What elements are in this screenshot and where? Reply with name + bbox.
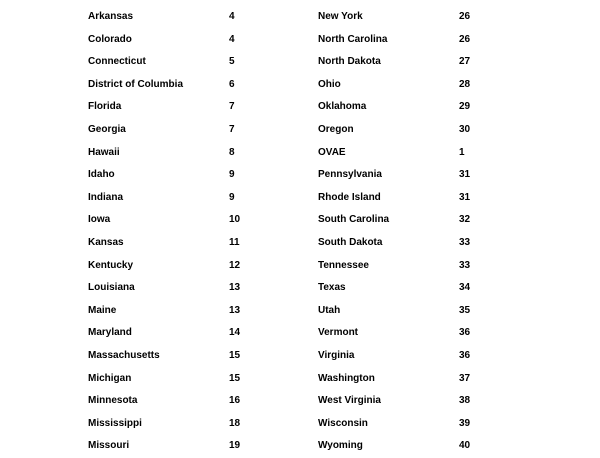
page-number: 16 <box>229 395 241 407</box>
state-name: Pennsylvania <box>318 169 382 181</box>
page-number: 4 <box>229 33 235 45</box>
state-name: Indiana <box>88 191 124 203</box>
page-number: 15 <box>229 372 241 384</box>
page-number: 31 <box>459 169 471 181</box>
page-number: 15 <box>229 349 241 361</box>
page-number: 28 <box>459 78 471 90</box>
page-number: 34 <box>459 282 471 294</box>
state-name: Iowa <box>88 214 111 226</box>
state-name: South Dakota <box>318 236 383 248</box>
page-number: 29 <box>459 101 471 113</box>
page-number: 19 <box>229 440 241 452</box>
state-name: Oklahoma <box>318 101 367 113</box>
state-name: Virginia <box>318 349 355 361</box>
state-name: Wisconsin <box>318 417 368 429</box>
page-number: 32 <box>459 214 471 226</box>
state-name: West Virginia <box>318 395 381 407</box>
state-name: Wyoming <box>318 440 363 452</box>
page-number: 35 <box>459 304 471 316</box>
page-number: 12 <box>229 259 241 271</box>
page-number: 26 <box>459 11 471 22</box>
page-number: 5 <box>229 56 235 68</box>
state-name: Georgia <box>88 123 126 135</box>
state-name: Tennessee <box>318 259 369 271</box>
state-name: Minnesota <box>88 395 138 407</box>
page-number: 14 <box>229 327 241 339</box>
state-name: Ohio <box>318 78 341 90</box>
state-name: Kansas <box>88 236 124 248</box>
page-number: 9 <box>229 191 235 203</box>
state-name: Kentucky <box>88 259 134 271</box>
state-name: Arkansas <box>88 11 134 22</box>
state-name: North Carolina <box>318 33 388 45</box>
page-number: 1 <box>459 146 465 158</box>
state-name: Michigan <box>88 372 132 384</box>
state-name: Connecticut <box>88 56 146 68</box>
state-name: Maryland <box>88 327 132 339</box>
state-name: District of Columbia <box>88 78 184 90</box>
state-name: Idaho <box>88 169 115 181</box>
state-name: Rhode Island <box>318 191 381 203</box>
page-number: 18 <box>229 417 241 429</box>
page-number: 4 <box>229 11 235 22</box>
state-name: Hawaii <box>88 146 120 158</box>
page-number: 38 <box>459 395 471 407</box>
page-number: 8 <box>229 146 235 158</box>
page-number: 27 <box>459 56 471 68</box>
page-number: 9 <box>229 169 235 181</box>
page-number: 7 <box>229 101 235 113</box>
state-name: Maine <box>88 304 117 316</box>
page-number: 6 <box>229 78 235 90</box>
page-number: 26 <box>459 33 471 45</box>
state-name: Utah <box>318 304 341 316</box>
state-name: Massachusetts <box>88 349 160 361</box>
state-name: North Dakota <box>318 56 381 68</box>
page-number: 11 <box>229 236 240 248</box>
page-number: 13 <box>229 282 241 294</box>
page-number: 13 <box>229 304 241 316</box>
page-number: 10 <box>229 214 241 226</box>
state-name: Missouri <box>88 440 130 452</box>
state-name: Oregon <box>318 123 354 135</box>
state-name: South Carolina <box>318 214 390 226</box>
state-name: Washington <box>318 372 375 384</box>
state-name: Florida <box>88 101 122 113</box>
state-name: Vermont <box>318 327 359 339</box>
page-number: 39 <box>459 417 471 429</box>
state-name: OVAE <box>318 146 346 158</box>
page-number: 7 <box>229 123 235 135</box>
page-number: 31 <box>459 191 471 203</box>
page-number: 36 <box>459 349 471 361</box>
page-number: 37 <box>459 372 471 384</box>
state-name: Mississippi <box>88 417 142 429</box>
state-name: Texas <box>318 282 346 294</box>
page-number: 36 <box>459 327 471 339</box>
page-number: 33 <box>459 259 471 271</box>
page-number: 30 <box>459 123 471 135</box>
page-number: 33 <box>459 236 471 248</box>
state-name: Colorado <box>88 33 132 45</box>
state-name: Louisiana <box>88 282 135 294</box>
state-name: New York <box>318 11 363 22</box>
page-number: 40 <box>459 440 471 452</box>
